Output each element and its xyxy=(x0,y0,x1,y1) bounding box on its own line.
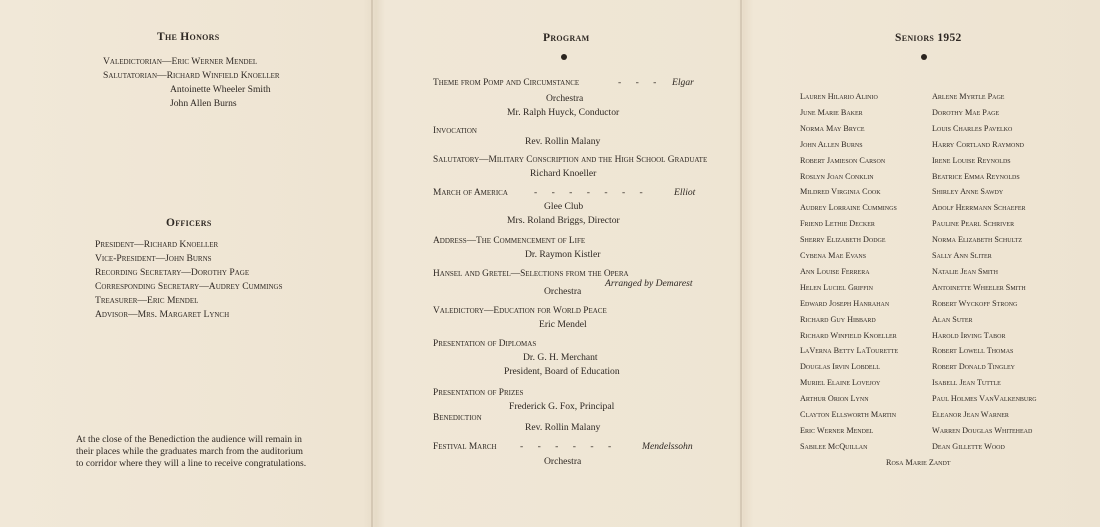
senior-name: Sally Ann Sliter xyxy=(932,251,992,260)
program-item-head: Benediction xyxy=(433,413,482,423)
program-item-dashes: - - - - - - xyxy=(520,441,618,452)
senior-name: Audrey Lorraine Cummings xyxy=(800,203,897,213)
senior-name: Pauline Pearl Schriver xyxy=(932,219,1015,229)
officer-advisor: Advisor—Mrs. Margaret Lynch xyxy=(95,309,230,320)
senior-name: Sabilee McQuillan xyxy=(800,441,868,451)
program-item-composer: Elliot xyxy=(674,187,696,198)
officer-corresponding-secretary: Corresponding Secretary—Audrey Cummings xyxy=(95,281,283,292)
program-item-sub: Dr. G. H. Merchant xyxy=(523,352,598,363)
program-item-arranger: Arranged by Demarest xyxy=(605,278,693,289)
senior-name: John Allen Burns xyxy=(800,139,863,149)
senior-name: Robert Jamieson Carson xyxy=(800,155,886,165)
senior-name: Roslyn Joan Conklin xyxy=(800,171,874,181)
program-item-head: Salutatory—Military Conscription and the High School Graduate xyxy=(433,155,708,165)
honors-line-salutatorian: Salutatorian—Richard Winfield Knoeller xyxy=(103,70,280,81)
program-item-head: Address—The Commencement of Life xyxy=(433,236,586,246)
honors-line-burns: John Allen Burns xyxy=(170,98,237,109)
closing-note-line-2: their places while the graduates march from the auditorium xyxy=(76,446,303,457)
honors-line-valedictorian: Valedictorian—Eric Werner Mendel xyxy=(103,56,258,67)
senior-name: Irene Louise Reynolds xyxy=(932,155,1011,165)
officer-vice-president: Vice-President—John Burns xyxy=(95,253,212,264)
senior-name: Ann Louise Ferrera xyxy=(800,266,870,276)
senior-name: Natalie Jean Smith xyxy=(932,266,998,276)
senior-name: Richard Winfield Knoeller xyxy=(800,330,897,340)
program-item-sub: Orchestra xyxy=(544,456,582,467)
senior-name: Beatrice Emma Reynolds xyxy=(932,171,1020,181)
program-item-composer: Elgar xyxy=(672,77,694,88)
senior-name: Edward Joseph Hanrahan xyxy=(800,298,890,308)
senior-name: Robert Wyckoff Strong xyxy=(932,298,1018,308)
program-item-sub: Mr. Ralph Huyck, Conductor xyxy=(507,107,620,118)
seniors-ornament-dot xyxy=(921,54,927,60)
officer-recording-secretary: Recording Secretary—Dorothy Page xyxy=(95,267,250,278)
senior-name: Louis Charles Pavelko xyxy=(932,123,1013,133)
closing-note-line-1: At the close of the Benediction the audience will remain in xyxy=(76,434,302,445)
senior-name: Paul Holmes VanValkenburg xyxy=(932,394,1037,404)
program-item-sub: Eric Mendel xyxy=(539,319,587,330)
seniors-panel xyxy=(741,0,1100,527)
senior-name: Muriel Elaine Lovejoy xyxy=(800,378,881,388)
officer-treasurer: Treasurer—Eric Mendel xyxy=(95,295,199,306)
senior-name: Norma May Bryce xyxy=(800,123,865,133)
program-item-sub: Rev. Rollin Malany xyxy=(525,422,601,433)
program-item-sub: Richard Knoeller xyxy=(530,168,597,179)
senior-name: Helen Luciel Griffin xyxy=(800,282,873,292)
senior-name: Eleanor Jean Warner xyxy=(932,410,1009,419)
senior-name: Mildred Virginia Cook xyxy=(800,187,881,197)
senior-name: Harry Cortland Raymond xyxy=(932,139,1025,149)
senior-name: Cybena Mae Evans xyxy=(800,251,867,260)
program-item-head: Valedictory—Education for World Peace xyxy=(433,306,607,316)
program-item-sub: Dr. Raymon Kistler xyxy=(525,249,601,260)
program-item-head: Presentation of Diplomas xyxy=(433,339,537,349)
program-panel xyxy=(372,0,740,527)
program-item-dashes: - - - - - - - xyxy=(534,187,649,198)
senior-name: Sherry Elizabeth Dodge xyxy=(800,235,886,245)
senior-name: Arlene Myrtle Page xyxy=(932,92,1005,101)
program-item-head: Theme from Pomp and Circumstance xyxy=(433,78,580,88)
senior-name: Arthur Orion Lynn xyxy=(800,394,869,404)
officers-title: Officers xyxy=(166,217,212,229)
program-item-dashes: - - - xyxy=(618,77,663,88)
senior-name: Norma Elizabeth Schultz xyxy=(932,235,1023,245)
program-item-head: Presentation of Prizes xyxy=(433,388,524,398)
senior-name: Adolf Herrmann Schaefer xyxy=(932,203,1026,213)
senior-name: Robert Donald Tingley xyxy=(932,362,1015,372)
senior-name: Douglas Irvin Lobdell xyxy=(800,362,880,372)
senior-name: Shirley Anne Sawdy xyxy=(932,187,1004,197)
program-item-sub: Orchestra xyxy=(544,286,582,297)
program-item-head: March of America xyxy=(433,188,508,198)
senior-name: Rosa Marie Zandt xyxy=(886,458,951,467)
program-item-composer: Mendelssohn xyxy=(642,441,693,452)
program-item-head: Festival March xyxy=(433,442,497,452)
senior-name: Isabell Jean Tuttle xyxy=(932,378,1001,388)
senior-name: Harold Irving Tabor xyxy=(932,330,1006,340)
senior-name: Robert Lowell Thomas xyxy=(932,346,1014,356)
senior-name: Clayton Ellsworth Martin xyxy=(800,410,897,419)
closing-note-line-3: to corridor where they will a line to receive congratulations. xyxy=(76,458,307,469)
program-item-head: Invocation xyxy=(433,126,477,136)
senior-name: Alan Suter xyxy=(932,314,973,324)
senior-name: Friend Lethie Decker xyxy=(800,219,875,229)
senior-name: Dorothy Mae Page xyxy=(932,107,1000,117)
program-item-sub: Frederick G. Fox, Principal xyxy=(509,401,615,412)
officer-president: President—Richard Knoeller xyxy=(95,239,219,250)
seniors-title: Seniors 1952 xyxy=(895,32,962,44)
senior-name: Richard Guy Hibbard xyxy=(800,314,876,324)
senior-name: Eric Werner Mendel xyxy=(800,425,874,435)
program-ornament-dot xyxy=(561,54,567,60)
senior-name: June Marie Baker xyxy=(800,107,863,117)
senior-name: Antoinette Wheeler Smith xyxy=(932,282,1026,292)
senior-name: LaVerna Betty LaTourette xyxy=(800,346,899,356)
honors-title: The Honors xyxy=(157,31,220,43)
program-item-sub: President, Board of Education xyxy=(504,366,620,377)
program-item-head: Hansel and Gretel—Selections from the Opera xyxy=(433,269,629,279)
senior-name: Dean Gillette Wood xyxy=(932,441,1005,451)
program-item-sub: Orchestra xyxy=(546,93,584,104)
senior-name: Warren Douglas Whitehead xyxy=(932,425,1033,435)
left-panel xyxy=(0,0,372,527)
program-item-sub: Mrs. Roland Briggs, Director xyxy=(507,215,620,226)
program-item-sub: Rev. Rollin Malany xyxy=(525,136,601,147)
honors-line-smith: Antoinette Wheeler Smith xyxy=(170,84,271,95)
program-item-sub: Glee Club xyxy=(544,201,584,212)
program-title: Program xyxy=(543,32,590,44)
senior-name: Lauren Hilario Alinio xyxy=(800,92,878,101)
